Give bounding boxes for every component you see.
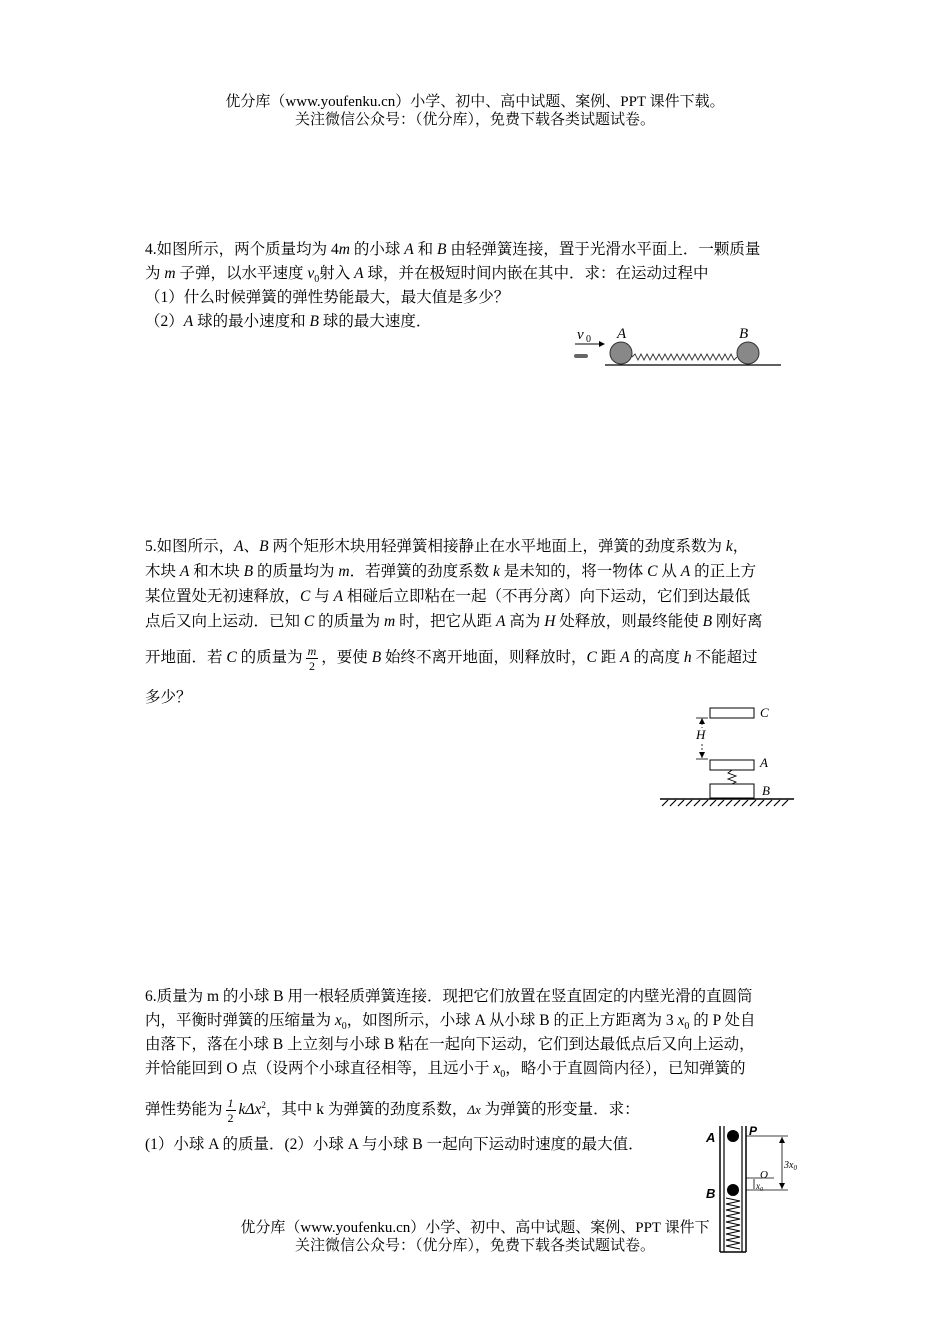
q6-line-6: (1）小球 A 的质量．(2）小球 A 与小球 B 一起向下运动时速度的最大值． — [145, 1136, 644, 1153]
q5-fig-a-label: A — [760, 755, 768, 770]
q6-ball-a — [727, 1130, 739, 1142]
q5-line-4: 点后又向上运动．已知 C 的质量为 m 时，把它从距 A 高为 H 处释放，则最终能使 B 刚好离 — [145, 613, 763, 630]
q5-fig-c-label: C — [760, 705, 769, 720]
footer-line-2: 关注微信公众号：（优分库），免费下载各类试题试卷。 — [294, 1238, 655, 1254]
q5-h-arrow-up — [699, 718, 705, 724]
q4-figure — [565, 320, 785, 372]
q5-ground-hatch — [662, 800, 788, 806]
q4-line-2: 为 m 子弹，以水平速度 $v_0$射入 A 球，并在极短时间内嵌在其中．求：在运动过程中 — [145, 265, 709, 286]
header-line-1: 优分库（www.youfenku.cn）小学、初中、高中试题、案例、PPT 课件下载。 — [225, 94, 725, 110]
q4-ball-a — [610, 342, 632, 364]
q6-fig-x0-label: $x_0$ — [756, 1181, 763, 1193]
q4-line-1: 4.如图所示，两个质量均为 4m 的小球 A 和 B 由轻弹簧连接，置于光滑水平面上．一颗质量 — [145, 241, 761, 258]
q6-fig-3x0-label: $3x_0$ — [784, 1160, 797, 1172]
q5-h-arrow-down — [699, 752, 705, 758]
q5-block-b — [710, 784, 754, 798]
q5-line-5: 开地面．若 C 的质量为 $\frac{m}{2}$ ，要使 B 始终不离开地面，则释放时，C 距 A 的高度 h 不能超过 — [145, 644, 758, 673]
q4-arrow-head — [599, 341, 605, 347]
q4-line-3: （1）什么时候弹簧的弹性势能最大，最大值是多少？ — [145, 289, 510, 306]
q4-bullet — [574, 354, 588, 358]
q5-block-a — [710, 760, 754, 770]
q5-line-2: 木块 A 和木块 B 的质量均为 m．若弹簧的劲度系数 k 是未知的，将一物体 C 从 A 的正上方 — [145, 563, 757, 580]
q6-line-4: 并恰能回到 O 点（设两个小球直径相等，且远小于 $x_0$，略小于直圆筒内径），已知弹簧的 — [145, 1060, 746, 1081]
q5-fig-b-label: B — [762, 783, 770, 798]
q4-fig-v-sub: 0 — [586, 334, 591, 345]
q6-line-1: 6.质量为 m 的小球 B 用一根轻质弹簧连接．现把它们放置在竖直固定的内壁光滑的直圆筒 — [145, 988, 753, 1005]
q6-3x0-arrow-down — [779, 1183, 785, 1189]
q6-fig-o-label: O — [760, 1169, 768, 1181]
q4-fig-a-label: A — [617, 326, 627, 342]
q5-fraction: $\frac{m}{2}$ — [307, 644, 317, 673]
q6-line-5: 弹性势能为 $\frac{1}{2}$ kΔx$^2$，其中 k 为弹簧的劲度系数，Δx 为弹簧的形变量．求： — [145, 1096, 640, 1126]
q6-fraction: $\frac{1}{2}$ — [227, 1096, 234, 1126]
q4-fig-b-label: B — [739, 326, 749, 342]
q6-line-3: 由落下，落在小球 B 上立刻与小球 B 粘在一起向下运动，它们到达最低点后又向上运动， — [145, 1036, 755, 1053]
footer-line-1: 优分库（www.youfenku.cn）小学、初中、高中试题、案例、PPT 课件下 — [240, 1220, 710, 1236]
q5-block-c — [710, 708, 754, 718]
q5-spring — [728, 770, 736, 784]
q4-fig-v-label: v — [577, 327, 584, 343]
q6-ball-b — [727, 1184, 739, 1196]
q6-line-2: 内，平衡时弹簧的压缩量为 $x_0$，如图所示，小球 A 从小球 B 的正上方距离为 3 $x_0$ 的 P 处自 — [145, 1012, 756, 1033]
q4-line-4: （2）A 球的最小速度和 B 球的最大速度． — [145, 313, 432, 330]
q5-line-6: 多少？ — [145, 689, 192, 706]
q5-fig-h-label: H — [696, 727, 706, 742]
q5-line-3: 某位置处无初速释放，C 与 A 相碰后立即粘在一起（不再分离）向下运动，它们到达最低 — [145, 588, 750, 605]
q6-fig-a-label: A — [706, 1130, 716, 1145]
q4-ball-b — [737, 342, 759, 364]
q5-line-1: 5.如图所示，A、B 两个矩形木块用轻弹簧相接静止在水平地面上，弹簧的劲度系数为 k， — [145, 538, 749, 555]
q6-fig-p-label: P — [749, 1124, 758, 1138]
q5-figure — [658, 700, 798, 812]
header-line-2: 关注微信公众号：（优分库），免费下载各类试题试卷。 — [294, 112, 655, 128]
q4-spring — [632, 354, 737, 360]
q6-3x0-arrow-up — [779, 1137, 785, 1143]
q6-fig-b-label: B — [706, 1186, 716, 1201]
